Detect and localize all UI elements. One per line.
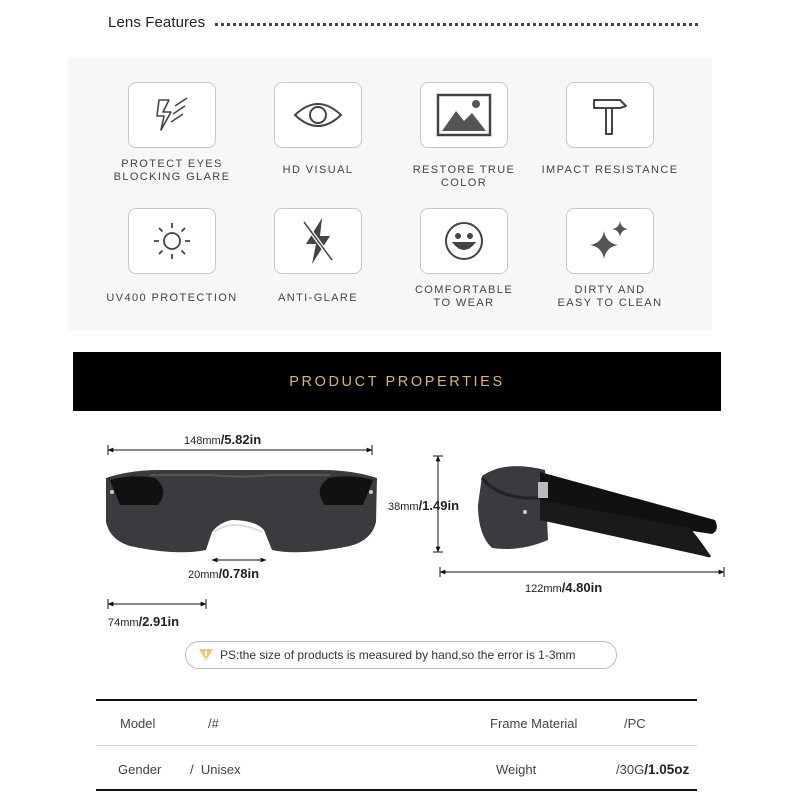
glasses-front-view: [106, 470, 377, 552]
bridge-dimension-label: 20mm/0.78in: [188, 566, 260, 581]
feature-label: COMFORTABLE TO WEAR: [414, 284, 514, 309]
temple-dimension-label: 122mm/4.80in: [525, 580, 603, 595]
table-row: [96, 701, 697, 746]
weight-value: /30G /1.05oz: [616, 762, 690, 777]
frame-material-value: /PC: [624, 716, 646, 731]
model-value: /#: [208, 716, 219, 731]
feature-label: ANTI-GLARE: [277, 292, 358, 304]
spec-table: [96, 699, 697, 791]
feature-label: RESTORE TRUE COLOR: [412, 164, 516, 189]
lens-features-title: Lens Features: [108, 13, 206, 31]
warning-triangle-icon: [198, 648, 214, 662]
model-label: Model: [120, 716, 156, 731]
feature-label: DIRTY AND EASY TO CLEAN: [557, 284, 663, 309]
lens-dimension-label: 74mm/2.91in: [108, 614, 180, 629]
table-row: [96, 747, 697, 792]
frame-material-label: Frame Material: [490, 716, 578, 731]
feature-label: UV400 PROTECTION: [106, 292, 238, 304]
height-dimension-label: 38mm/1.49in: [388, 498, 460, 513]
banner-title: PRODUCT PROPERTIES: [289, 373, 505, 390]
glasses-side-view: [478, 466, 717, 557]
gender-label: Gender: [118, 762, 162, 777]
note-text: PS:the size of products is measured by hand,so the error is 1-3mm: [220, 648, 576, 662]
feature-label: IMPACT RESISTANCE: [541, 164, 679, 176]
width-dimension-label: 148mm/5.82in: [184, 432, 262, 447]
feature-label: PROTECT EYES BLOCKING GLARE: [113, 158, 231, 183]
gender-value: / Unisex: [190, 762, 241, 777]
feature-label: HD VISUAL: [282, 164, 354, 176]
weight-label: Weight: [496, 762, 537, 777]
measurement-note: [185, 641, 617, 669]
